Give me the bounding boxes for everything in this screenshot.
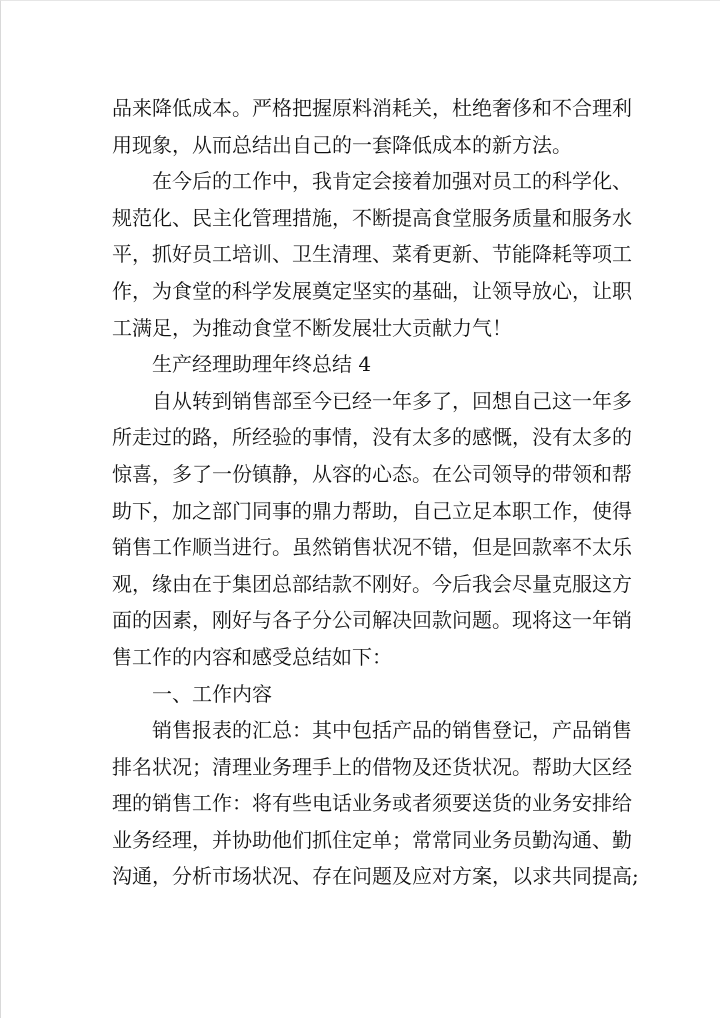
paragraph-start-line: 自从转到销售部至今已经一年多了，回想自己这一年多: [152, 388, 632, 413]
document-body: [112, 90, 639, 895]
subsection-heading: 一、工作内容: [152, 681, 272, 706]
text-line: 惊喜，多了一份镇静，从容的心态。在公司领导的带领和帮: [112, 461, 632, 486]
section-heading: 生产经理助理年终总结 4: [152, 352, 372, 377]
text-line: 所走过的路，所经验的事情，没有太多的感慨，没有太多的: [112, 425, 632, 450]
text-line: 销售工作顺当进行。虽然销售状况不错，但是回款率不太乐: [112, 535, 632, 560]
text-line: 规范化、民主化管理措施，不断提高食堂服务质量和服务水: [112, 205, 632, 230]
text-line: 工满足，为推动食堂不断发展壮大贡献力气！: [112, 315, 512, 340]
text-line: 理的销售工作：将有些电话业务或者须要送货的业务安排给: [112, 791, 632, 816]
paragraph-start-line: 在今后的工作中，我肯定会接着加强对员工的科学化、: [152, 169, 632, 194]
text-line: 品来降低成本。严格把握原料消耗关，杜绝奢侈和不合理利: [112, 96, 632, 120]
paragraph-start-line: 销售报表的汇总：其中包括产品的销售登记，产品销售: [152, 718, 632, 743]
text-line: 观，缘由在于集团总部结款不刚好。今后我会尽量克服这方: [112, 571, 632, 596]
text-line: 平，抓好员工培训、卫生清理、菜肴更新、节能降耗等项工: [112, 242, 632, 267]
text-line: 沟通，分析市场状况、存在问题及应对方案，以求共同提高;: [112, 864, 639, 889]
text-line: 售工作的内容和感受总结如下：: [112, 644, 392, 669]
text-line: 作，为食堂的科学发展奠定坚实的基础，让领导放心，让职: [112, 278, 632, 303]
text-line: 排名状况；清理业务理手上的借物及还货状况。帮助大区经: [112, 754, 632, 779]
text-line: 面的因素，刚好与各子分公司解决回款问题。现将这一年销: [112, 608, 632, 633]
text-line: 用现象，从而总结出自己的一套降低成本的新方法。: [112, 132, 572, 157]
text-line: 业务经理，并协助他们抓住定单；常常同业务员勤沟通、勤: [112, 827, 632, 852]
text-line: 助下，加之部门同事的鼎力帮助，自己立足本职工作，使得: [112, 498, 632, 523]
